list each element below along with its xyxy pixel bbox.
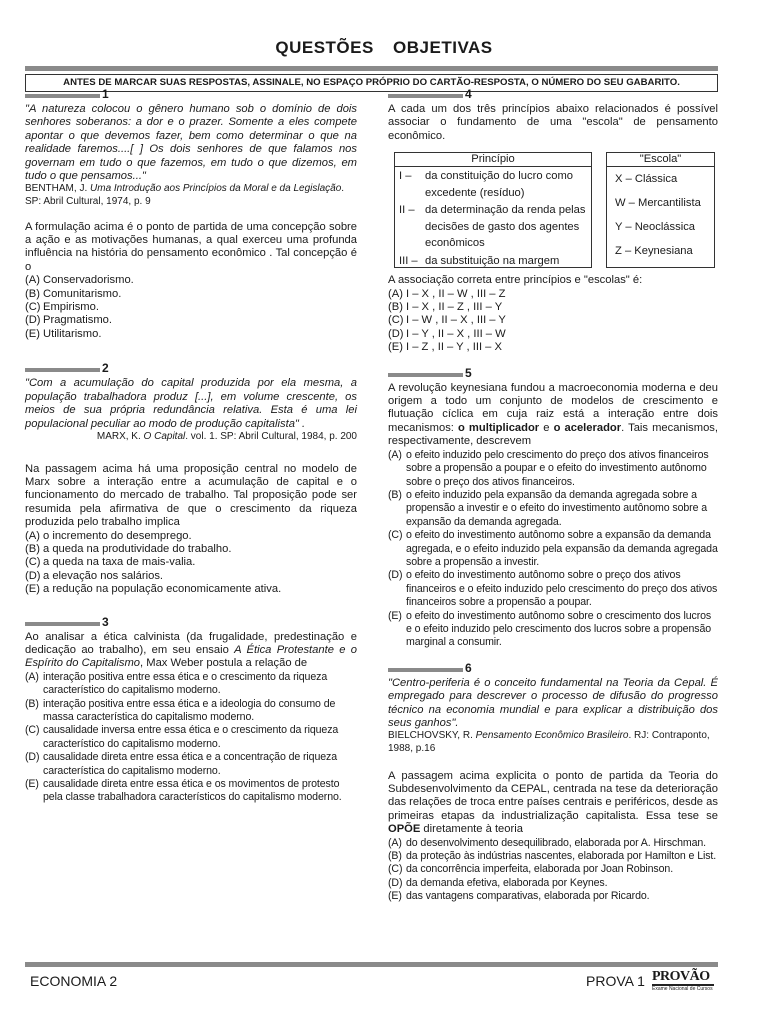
question-header: [25, 362, 357, 376]
option-e: (E) o efeito do investimento autônomo sobre o crescimento dos lucros e o efeito induzido pelo crescimento dos lucros sobre a propensão marginal a consumir.: [388, 609, 712, 649]
question-number: 3: [102, 614, 109, 629]
question-bar: [25, 368, 100, 372]
option-d: (D) da demanda efetiva, elaborada por Keynes.: [388, 876, 608, 889]
escola-header: "Escola": [607, 153, 714, 167]
question-number: 1: [102, 87, 109, 101]
options: [388, 288, 718, 355]
question-header: [388, 88, 718, 102]
question-bar: [25, 94, 100, 98]
option-a: (A) do desenvolvimento desequilibrado, elaborada por A. Hirschman.: [388, 836, 707, 849]
option-c: (C) Empirismo.: [25, 301, 99, 314]
option-c: (C) da concorrência imperfeita, elaborada por Joan Robinson.: [388, 863, 674, 876]
option-b: (B) interação positiva entre essa ética e a ideologia do consumo de massa característica do capitalismo moderno.: [25, 697, 336, 723]
question-text: Ao analisar a ética calvinista (da frugalidade, predestinação e dedicação ao trabalho), em seu ensaio A Ética Protestante e o Espírito do Capitalismo, Max Weber postula a relação de: [25, 630, 357, 670]
source: MARX, K. O Capital. vol. 1. SP: Abril Cultural, 1984, p. 200: [96, 430, 357, 442]
options: [25, 671, 357, 805]
option-b: (B) da proteção às indústrias nascentes, elaborada por Hamilton e List.: [388, 850, 717, 863]
option-c: (C) I – W , II – X , III – Y: [388, 314, 506, 327]
option-d: (D) o efeito do investimento autônomo sobre o preço dos ativos financeiros e o efeito induzido pelo crescimento do preço dos ativos financeiros sobre a propensão a poupar.: [388, 569, 718, 609]
question-bar: [388, 373, 463, 377]
question-4: [388, 88, 718, 355]
option-e: (E) das vantagens comparativas, elaborada por Ricardo.: [388, 890, 650, 903]
principio-header: Princípio: [395, 153, 591, 167]
logo-text: PROVÃO: [652, 969, 710, 984]
question-6: [388, 662, 718, 904]
question-prompt: A associação correta entre princípios e "escolas" é:: [388, 274, 643, 287]
association-table: [388, 152, 718, 274]
question-number: 6: [465, 660, 472, 675]
quote: "Com a acumulação do capital produzida por ela mesma, a população trabalhadora produz [...], em volume crescente, os meios de sua própria redundância relativa. Esta é uma lei populacional peculiar ao modo de produção capitalista" .: [25, 377, 357, 430]
option-b: (B) a queda na produtividade do trabalho.: [25, 542, 232, 555]
question-number: 2: [102, 361, 109, 376]
bottom-divider: [25, 962, 718, 967]
provao-logo: [652, 969, 718, 991]
question-bar: [388, 94, 463, 98]
option-d: (D) a elevação nos salários.: [25, 569, 164, 582]
principio-box: [394, 152, 592, 268]
question-text: A formulação acima é o ponto de partida de uma concepção sobre a ação e as motivações humanas, a qual exerceu uma profunda influência na história do pensamento econômico . Tal concepção é o: [25, 220, 357, 273]
option-e: (E) causalidade direta entre essa ética e os movimentos de protesto pela classe trabalhadora característicos do capitalismo moderno.: [25, 778, 342, 804]
right-column: [388, 88, 718, 904]
escola-item: X – Clássica: [615, 173, 678, 186]
question-3: [25, 616, 357, 805]
option-a: (A) interação positiva entre essa ética e o crescimento da riqueza característico do capitalismo moderno.: [25, 670, 328, 697]
option-c: (C) o efeito do investimento autônomo sobre a expansão da demanda agregada, e o efeito induzido pela expansão da demanda agregada sobre a propensão a investir.: [388, 529, 718, 568]
option-e: (E) a redução na população economicamente ativa.: [25, 583, 282, 596]
options: [25, 530, 357, 597]
option-e: (E) Utilitarismo.: [25, 327, 102, 340]
option-b: (B) Comunitarismo.: [25, 287, 122, 300]
principio-item: II – da determinação da renda pelas decisões de gasto dos agentes econômicos: [399, 204, 586, 250]
source: BENTHAM, J. Uma Introdução aos Princípios da Moral e da Legislação. SP: Abril Cultural, 1974, p. 9: [25, 183, 345, 208]
option-c: (C) causalidade inversa entre essa ética e o crescimento da riqueza característico do capitalismo moderno.: [25, 724, 339, 750]
gabarito-notice: ANTES DE MARCAR SUAS RESPOSTAS, ASSINALE, NO ESPAÇO PRÓPRIO DO CARTÃO-RESPOSTA, O NÚMERO DO SEU GABARITO.: [25, 74, 718, 92]
options: [25, 274, 357, 341]
escola-item: W – Mercantilista: [615, 197, 701, 210]
option-d: (D) Pragmatismo.: [25, 314, 113, 327]
question-header: [388, 367, 718, 381]
escola-item: Z – Keynesiana: [615, 245, 693, 258]
question-header: [25, 88, 357, 102]
options: [388, 837, 718, 904]
quote: "A natureza colocou o gênero humano sob o domínio de dois senhores soberanos: a dor e o prazer. Somente a eles compete apontar o que devemos fazer, bem como determinar o que na realidade faremos....[ ] Os dois senhores de que falamos nos governam em tudo o que fazemos, em tudo o que dizemos, em tudo o que pensamos...": [25, 103, 357, 183]
escola-box: [606, 152, 715, 268]
question-2: [25, 362, 357, 596]
question-text: Na passagem acima há uma proposição central no modelo de Marx sobre a interação entre a acumulação de capital e o funcionamento do mercado de trabalho. Tal proposição pode ser resumida pela afirmativa de que o crescimento da riqueza produzida pelo trabalho implica: [25, 462, 357, 529]
source: BIELCHOVSKY, R. Pensamento Econômico Brasileiro. RJ: Contraponto, 1988, p.16: [388, 730, 710, 754]
question-1: [25, 88, 357, 341]
question-number: 4: [465, 87, 472, 101]
options: [388, 449, 718, 650]
escola-item: Y – Neoclássica: [615, 221, 696, 234]
option-c: (C) a queda na taxa de mais-valia.: [25, 556, 196, 569]
left-column: [25, 88, 357, 805]
question-text: A revolução keynesiana fundou a macroeconomia moderna e deu origem a todo um conjunto de modelos de crescimento e flutuação cíclica em cuja raiz está a interação entre dois mecanismos: o multiplicador e o acelerador. Tais mecanismos, respectivamente, descrevem: [388, 381, 718, 448]
question-text: A passagem acima explicita o ponto de partida da Teoria do Subdesenvolvimento da CEPAL, centrada na tese da deterioração das relações de troca entre países centrais e periféricos, desde as primeiras etapas da industrialização capitalista. Essa tese se OPÕE diretamente à teoria: [388, 769, 718, 836]
top-divider: [25, 66, 718, 71]
question-bar: [25, 622, 100, 626]
principio-item: III – da substituição na margem: [399, 254, 560, 267]
option-a: (A) o incremento do desemprego.: [25, 529, 192, 542]
question-text: A cada um dos três princípios abaixo relacionados é possível associar o fundamento de uma "escola" de pensamento econômico.: [388, 103, 718, 142]
question-bar: [388, 668, 463, 672]
question-number: 5: [465, 365, 472, 380]
option-e: (E) I – Z , II – Y , III – X: [388, 341, 502, 354]
option-b: (B) I – X , II – Z , III – Y: [388, 301, 503, 314]
question-5: [388, 367, 718, 650]
question-header: [388, 662, 718, 676]
option-d: (D) I – Y , II – X , III – W: [388, 327, 506, 340]
option-a: (A) Conservadorismo.: [25, 274, 134, 287]
option-a: (A) I – X , II – W , III – Z: [388, 287, 506, 300]
option-a: (A) o efeito induzido pelo crescimento do preço dos ativos financeiros sobre a propensão a poupar e o efeito do investimento autônomo sobre o preço dos ativos financeiros.: [388, 448, 709, 488]
footer-subject: ECONOMIA 2: [30, 973, 118, 989]
principio-item: I – da constituição do lucro como excedente (resíduo): [399, 170, 574, 199]
page-title: QUESTÕES OBJETIVAS: [275, 38, 493, 57]
quote: "Centro-periferia é o conceito fundamental na Teoria da Cepal. É empregado para descrever o processo de difusão do progresso técnico na economia mundial e para explicar a distribuição dos seus ganhos".: [388, 676, 718, 729]
footer-test: PROVA 1: [586, 973, 645, 989]
option-d: (D) causalidade direta entre essa ética e a concentração de riqueza característica do capitalismo moderno.: [25, 751, 338, 777]
option-b: (B) o efeito induzido pela expansão da demanda agregada sobre a propensão a investir e o efeito do investimento autônomo sobre a expansão da demanda agregada.: [388, 488, 708, 528]
question-header: [25, 616, 357, 630]
logo-subtitle: Exame Nacional de Cursos: [652, 986, 713, 992]
